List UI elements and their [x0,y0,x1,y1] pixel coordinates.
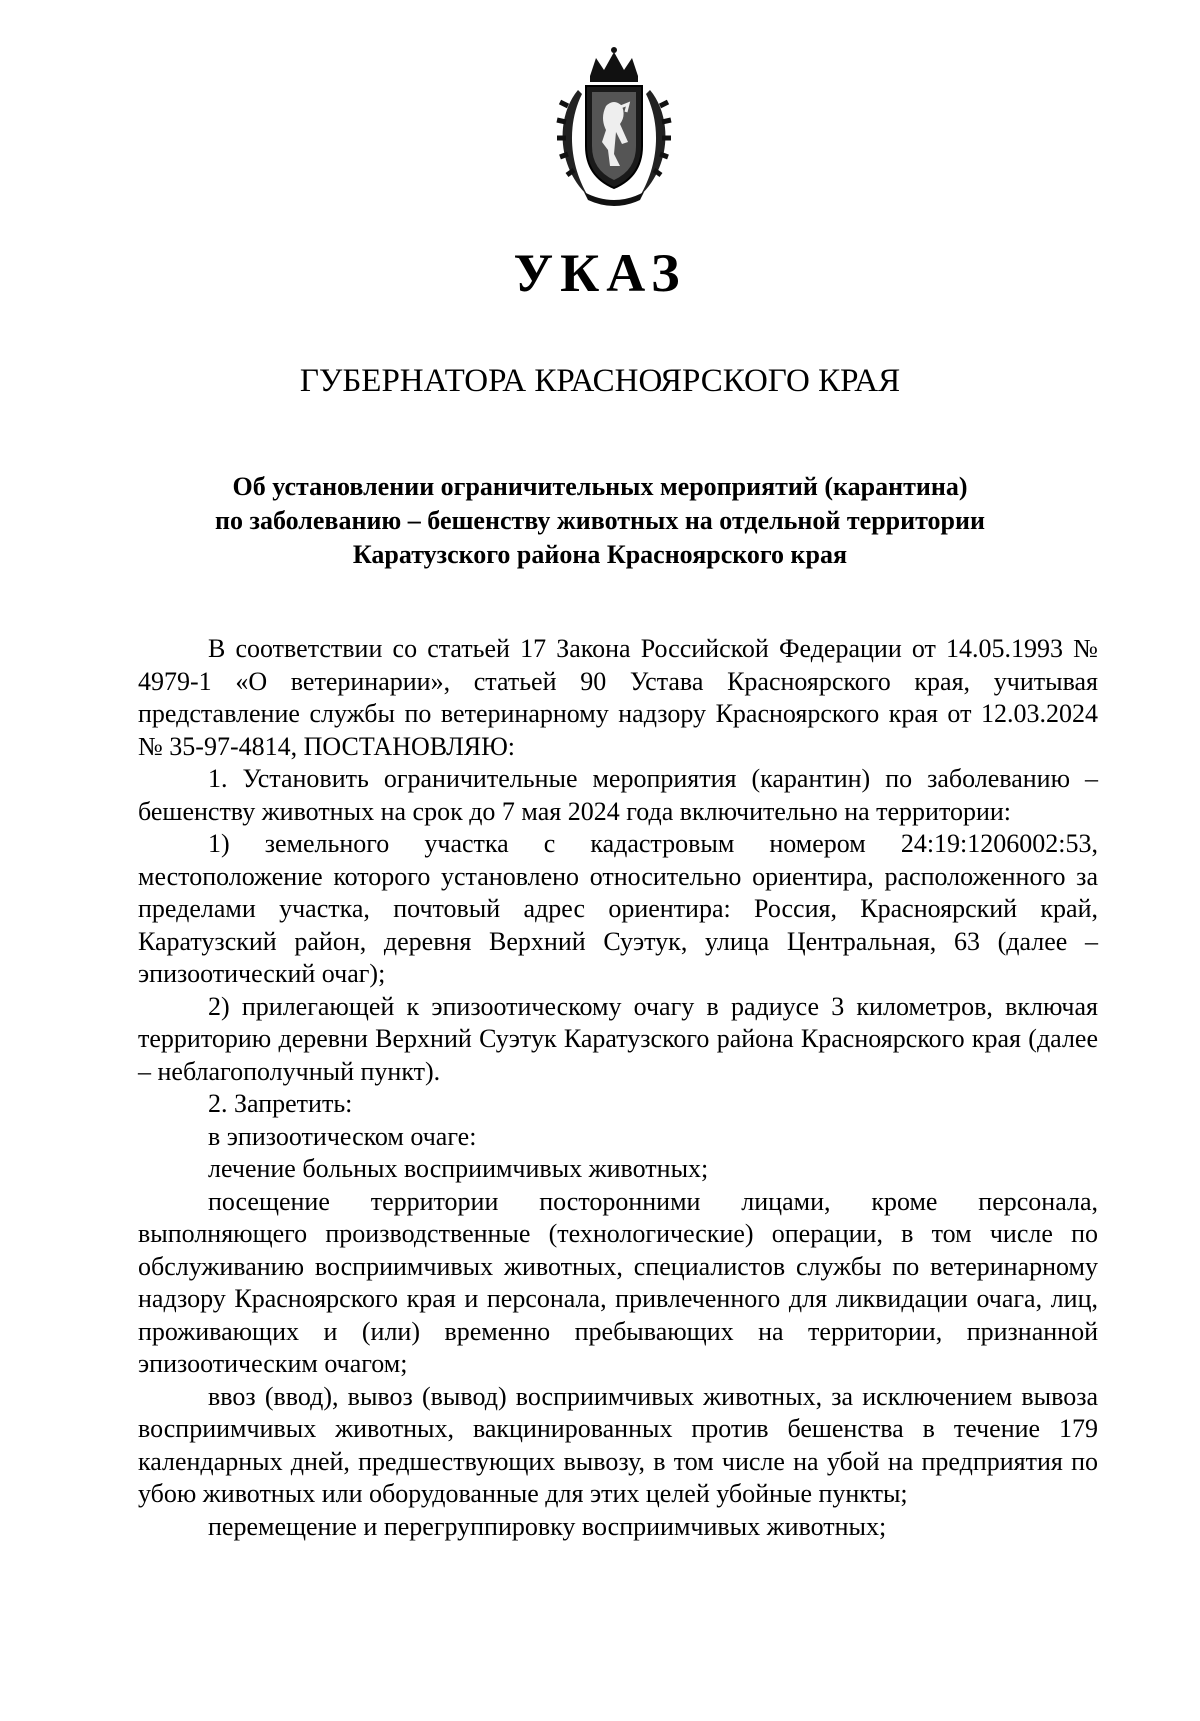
document-body [138,633,1098,1543]
clause-2-heading: 2. Запретить: [208,1089,353,1118]
clause-2-item-paragraph: посещение территории посторонними лицами, кроме персонала, выполняющего производственные (технологические) операции, в том числе по обслуживанию восприимчивых животных, специалистов службы по ветеринарному надзору Красноярского края и персонала, привлеченного для ликвидации очага, лиц, проживающих и (или) временно пребывающих на территории, признанной эпизоотическим очагом; [138,1186,1098,1378]
subject-line: Об установлении ограничительных мероприятий (карантина) [232,472,968,501]
document-subject [140,470,1060,572]
clause-2-item-paragraph: ввоз (ввод), вывоз (вывод) восприимчивых животных, за исключением вывоза восприимчивых животных, вакцинированных против бешенства в течение 179 календарных дней, предшествующих вывозу, в том числе на убой на предприятия по убою животных или оборудованные для этих целей убойные пункты; [138,1381,1098,1508]
clause-1-item-2-paragraph: 2) прилегающей к эпизоотическому очагу в радиусе 3 километров, включая территорию деревни Верхний Суэтук Каратузского района Красноярского края (далее – неблагополучный пункт). [138,991,1098,1086]
clause-1-paragraph: 1. Установить ограничительные мероприятия (карантин) по заболеванию – бешенству животных на срок до 7 мая 2024 года включительно на территории: [138,764,1098,826]
subject-line: по заболеванию – бешенству животных на отдельной территории [215,506,985,535]
clause-2-subheading: в эпизоотическом очаге: [208,1121,477,1151]
clause-2-item-paragraph: перемещение и перегруппировку восприимчивых животных; [208,1511,887,1541]
preamble-paragraph: В соответствии со статьей 17 Закона Российской Федерации от 14.05.1993 № 4979-1 «О ветеринарии», статьей 90 Устава Красноярского края, учитывая представление службы по ветеринарному надзору Красноярского края от 12.03.2024 № 35-97-4814, ПОСТАНОВЛЯЮ: [138,634,1098,761]
clause-2-item-paragraph: лечение больных восприимчивых животных; [208,1154,709,1183]
document-type-title: УКАЗ [513,243,687,303]
clause-1-item-1-paragraph: 1) земельного участка с кадастровым номером 24:19:1206002:53, местоположение которого установлено относительно ориентира, расположенного за пределами участка, почтовый адрес ориентира: Россия, Красноярский край, Каратузский район, деревня Верхний Суэтук, улица Центральная, 63 (далее – эпизоотический очаг); [138,829,1098,988]
coat-of-arms-icon [548,46,680,208]
issuer-title: ГУБЕРНАТОРА КРАСНОЯРСКОГО КРАЯ [299,363,901,399]
subject-line: Каратузского района Красноярского края [352,540,848,569]
